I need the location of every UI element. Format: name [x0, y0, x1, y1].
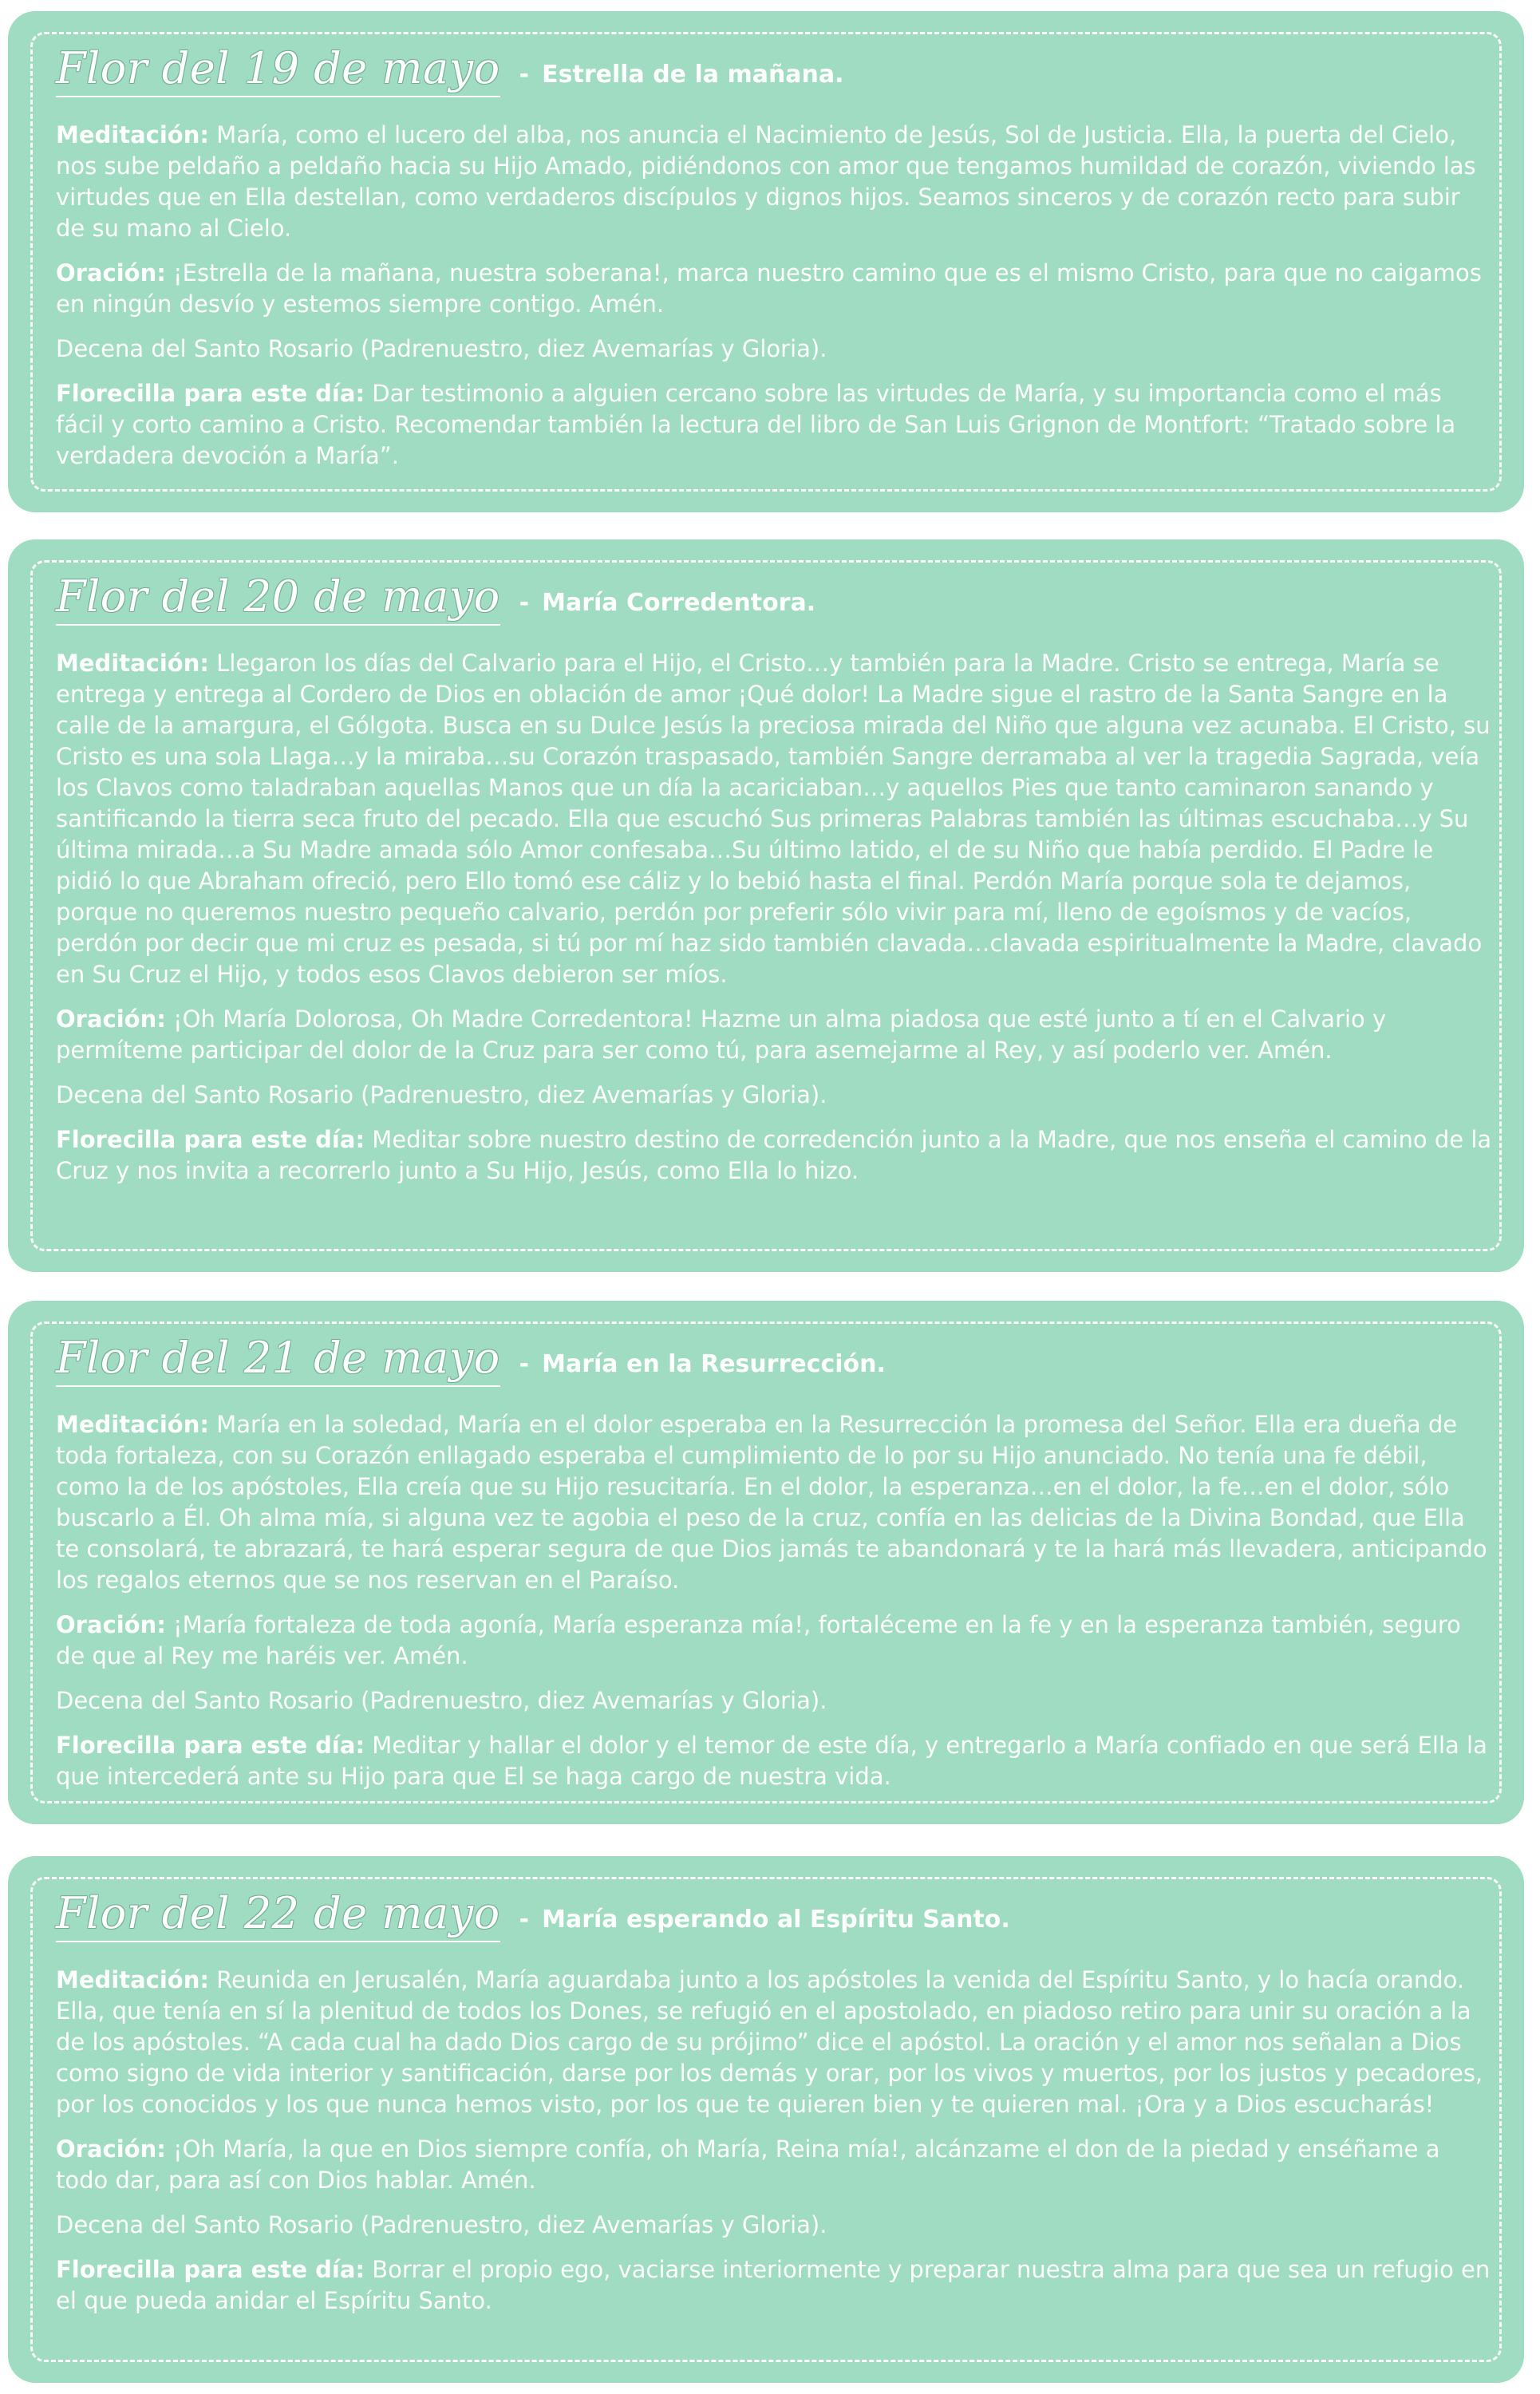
- card-title-row: [56, 1329, 1492, 1387]
- florecilla-paragraph: [56, 378, 1492, 472]
- title-separator: -: [519, 589, 530, 617]
- card-content: [56, 1329, 1492, 1806]
- meditacion-paragraph: [56, 648, 1492, 990]
- oracion-paragraph: [56, 258, 1492, 320]
- meditacion-paragraph: [56, 120, 1492, 244]
- florecilla-text: Meditar sobre nuestro destino de corredención junto a la Madre, que nos enseña el camino de la Cruz y nos invita a recorrerlo junto a Su Hijo, Jesús, como Ella lo hizo.: [56, 1126, 1492, 1184]
- flor-date-title: Flor del 20 de mayo: [56, 571, 500, 626]
- card-title-row: [56, 568, 1492, 626]
- flor-date-title: Flor del 19 de mayo: [56, 43, 500, 97]
- flor-card-21: [8, 1301, 1524, 1824]
- oracion-paragraph: [56, 1004, 1492, 1066]
- oracion-label: Oración:: [56, 1005, 166, 1033]
- meditacion-text: María, como el lucero del alba, nos anuncia el Nacimiento de Jesús, Sol de Justicia. Ella, la puerta del Cielo, nos sube peldaño a peldaño hacia su Hijo Amado, pidiéndonos con amor que tengamos humildad de corazón, viviendo las virtudes que en Ella destellan, como verdaderos discípulos y dignos hijos. Seamos sinceros y de corazón recto para subir de su mano al Cielo.: [56, 121, 1476, 242]
- oracion-text: ¡Oh María Dolorosa, Oh Madre Corredentora! Hazme un alma piadosa que esté junto a tí en el Calvario y permíteme participar del dolor de la Cruz para ser como tú, para asemejarme al Rey, y así poderlo ver. Amén.: [56, 1005, 1387, 1064]
- card-content: [56, 568, 1492, 1200]
- flor-subtitle: Estrella de la mañana.: [542, 61, 844, 89]
- card-title-row: [56, 1885, 1492, 1942]
- oracion-text: ¡María fortaleza de toda agonía, María esperanza mía!, fortaléceme en la fe y en la esperanza también, seguro de que al Rey me haréis ver. Amén.: [56, 1611, 1461, 1669]
- flor-card-20: [8, 539, 1524, 1272]
- flor-subtitle: María Corredentora.: [542, 589, 816, 617]
- oracion-label: Oración:: [56, 259, 166, 286]
- oracion-text: ¡Estrella de la mañana, nuestra soberana!, marca nuestro camino que es el mismo Cristo, para que no caigamos en ningún desvío y estemos siempre contigo. Amén.: [56, 259, 1482, 318]
- meditacion-label: Meditación:: [56, 1411, 209, 1438]
- florecilla-text: Meditar y hallar el dolor y el temor de este día, y entregarlo a María confiado en que será Ella la que intercederá ante su Hijo para que El se haga cargo de nuestra vida.: [56, 1732, 1487, 1790]
- flor-card-19: [8, 11, 1524, 512]
- oracion-paragraph: [56, 2134, 1492, 2196]
- oracion-text: ¡Oh María, la que en Dios siempre confía, oh María, Reina mía!, alcánzame el don de la piedad y enséñame a todo dar, para así con Dios hablar. Amén.: [56, 2135, 1440, 2194]
- decena-text: Decena del Santo Rosario (Padrenuestro, diez Avemarías y Gloria).: [56, 1687, 827, 1714]
- meditacion-label: Meditación:: [56, 1966, 209, 1993]
- meditacion-text: Llegaron los días del Calvario para el Hijo, el Cristo…y también para la Madre. Cristo se entrega, María se entrega y entrega al Cordero de Dios en oblación de amor ¡Qué dolor! La Madre sigue el rastro de la Santa Sangre en la calle de la amargura, el Gólgota. Busca en su Dulce Jesús la preciosa mirada del Niño que alguna vez acunaba. El Cristo, su Cristo es una sola Llaga…y la miraba…su Corazón traspasado, también Sangre derramaba al ver la tragedia Sagrada, veía los Clavos como taladraban aquellas Manos que un día la acariciaban…y aquellos Pies que tanto caminaron sanando y santificando la tierra seca fruto del pecado. Ella que escuchó Sus primeras Palabras también las últimas escuchaba…y Su última mirada…a Su Madre amada sólo Amor confesaba…Su último latido, el de su Niño que había perdido. El Padre le pidió lo que Abraham ofreció, pero Ello tomó ese cáliz y lo bebió hasta el final. Perdón María porque sola te dejamos, porque no queremos nuestro pequeño calvario, perdón por preferir sólo vivir para mí, lleno de egoísmos y de vacíos, perdón por decir que mi cruz es pesada, si tú por mí haz sido también clavada…clavada espiritualmente la Madre, clavado en Su Cruz el Hijo, y todos esos Clavos debieron ser míos.: [56, 650, 1491, 988]
- florecilla-label: Florecilla para este día:: [56, 1126, 365, 1153]
- card-content: [56, 40, 1492, 485]
- florecilla-paragraph: [56, 1124, 1492, 1187]
- florecilla-label: Florecilla para este día:: [56, 1732, 365, 1759]
- title-separator: -: [519, 1906, 530, 1934]
- decena-text: Decena del Santo Rosario (Padrenuestro, diez Avemarías y Gloria).: [56, 2211, 827, 2238]
- flor-card-22: [8, 1856, 1524, 2383]
- card-title-row: [56, 40, 1492, 97]
- florecilla-text: Dar testimonio a alguien cercano sobre las virtudes de María, y su importancia como el más fácil y corto camino a Cristo. Recomendar también la lectura del libro de San Luis Grignon de Montfort: “Tratado sobre la verdadera devoción a María”.: [56, 380, 1456, 469]
- decena-text: Decena del Santo Rosario (Padrenuestro, diez Avemarías y Gloria).: [56, 335, 827, 362]
- title-separator: -: [519, 61, 530, 89]
- decena-text: Decena del Santo Rosario (Padrenuestro, diez Avemarías y Gloria).: [56, 1081, 827, 1108]
- florecilla-text: Borrar el propio ego, vaciarse interiormente y preparar nuestra alma para que sea un refugio en el que pueda anidar el Espíritu Santo.: [56, 2256, 1491, 2314]
- oracion-label: Oración:: [56, 2135, 166, 2163]
- florecilla-paragraph: [56, 1730, 1492, 1792]
- meditacion-paragraph: [56, 1409, 1492, 1596]
- meditacion-paragraph: [56, 1965, 1492, 2120]
- flor-subtitle: María esperando al Espíritu Santo.: [542, 1906, 1010, 1934]
- oracion-paragraph: [56, 1610, 1492, 1672]
- flor-subtitle: María en la Resurrección.: [542, 1350, 886, 1378]
- meditacion-text: Reunida en Jerusalén, María aguardaba junto a los apóstoles la venida del Espíritu Santo, y lo hacía orando. Ella, que tenía en sí la plenitud de todos los Dones, se refugió en el apostolado, en piadoso retiro para unir su oración a la de los apóstoles. “A cada cual ha dado Dios cargo de su prójimo” dice el apóstol. La oración y el amor nos señalan a Dios como signo de vida interior y santificación, darse por los demás y orar, por los vivos y muertos, por los justos y pecadores, por los conocidos y los que nunca hemos visto, por los que te quieren bien y te quieren mal. ¡Ora y a Dios escucharás!: [56, 1966, 1483, 2118]
- florecilla-label: Florecilla para este día:: [56, 2256, 365, 2283]
- title-separator: -: [519, 1350, 530, 1378]
- meditacion-text: María en la soledad, María en el dolor esperaba en la Resurrección la promesa del Señor. Ella era dueña de toda fortaleza, con su Corazón enllagado esperaba el cumplimiento de lo por su Hijo anunciado. No tenía una fe débil, como la de los apóstoles, Ella creía que su Hijo resucitaría. En el dolor, la esperanza…en el dolor, la fe…en el dolor, sólo buscarlo a Él. Oh alma mía, si alguna vez te agobia el peso de la cruz, confía en las delicias de la Divina Bondad, que Ella te consolará, te abrazará, te hará esperar segura de que Dios jamás te abandonará y te la hará más llevadera, anticipando los regalos eternos que se nos reservan en el Paraíso.: [56, 1411, 1487, 1594]
- meditacion-label: Meditación:: [56, 121, 209, 148]
- oracion-label: Oración:: [56, 1611, 166, 1638]
- florecilla-paragraph: [56, 2254, 1492, 2317]
- card-content: [56, 1885, 1492, 2330]
- flor-date-title: Flor del 22 de mayo: [56, 1888, 500, 1942]
- florecilla-label: Florecilla para este día:: [56, 380, 365, 407]
- meditacion-label: Meditación:: [56, 650, 209, 677]
- flor-date-title: Flor del 21 de mayo: [56, 1333, 500, 1387]
